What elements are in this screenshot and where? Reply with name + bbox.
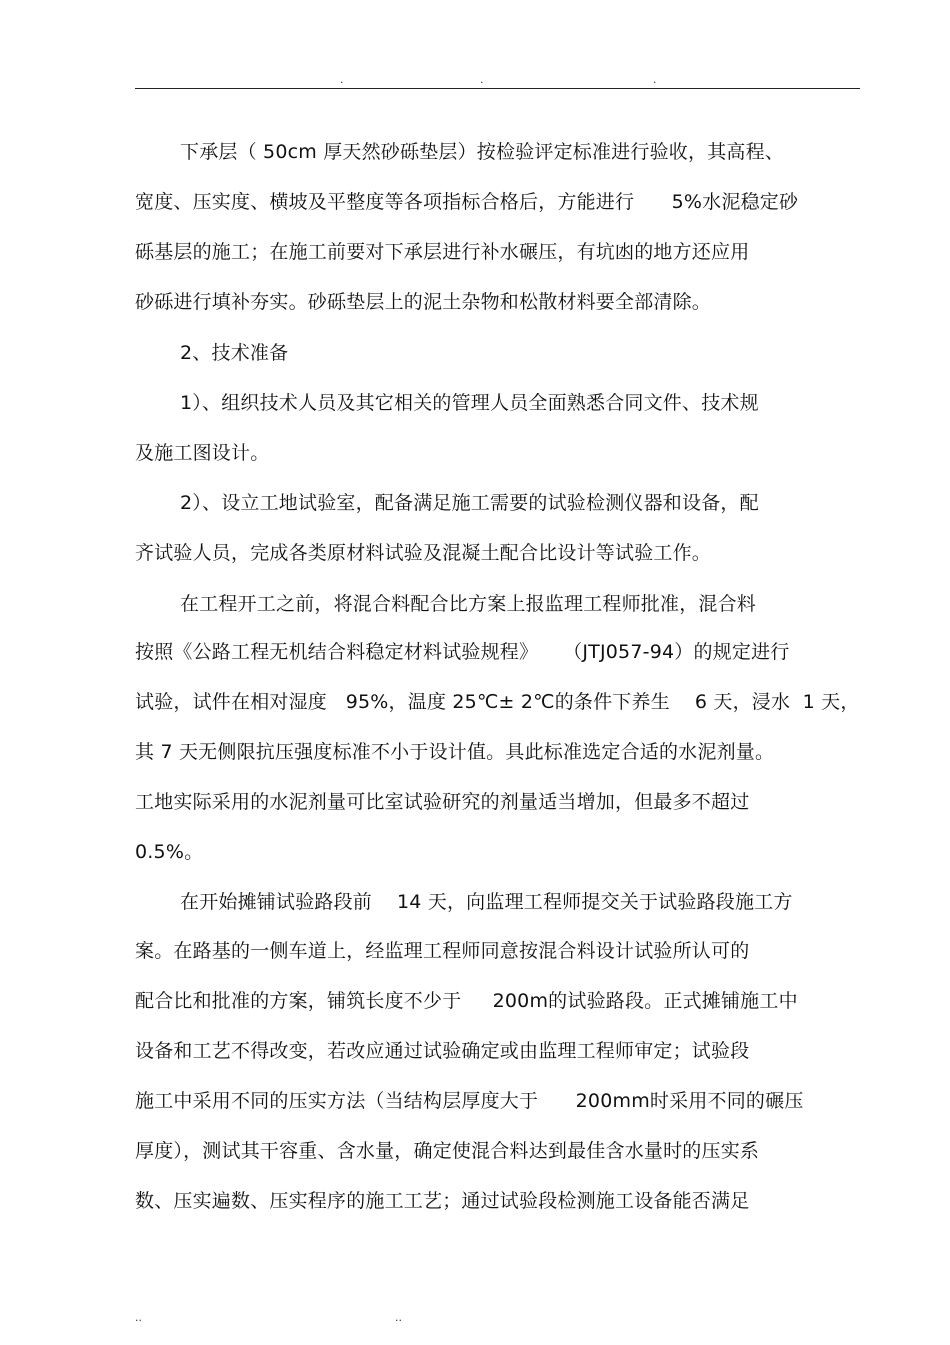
- text-line: 砂砾进行填补夯实。砂砾垫层上的泥土杂物和松散材料要全部清除。: [135, 291, 712, 313]
- text-line: 工地实际采用的水泥剂量可比室试验研究的剂量适当增加，但最多不超过: [135, 791, 750, 813]
- footer-dots-right: ..: [395, 1311, 402, 1324]
- text-line: 宽度、压实度、横坡及平整度等各项指标合格后，方能进行 5%水泥稳定砂: [135, 191, 799, 213]
- text-line: 2）、设立工地试验室，配备满足施工需要的试验检测仪器和设备，配: [180, 492, 759, 514]
- text-line: 施工中采用不同的压实方法（当结构层厚度大于 200mm时采用不同的碾压: [135, 1090, 804, 1112]
- text-line: 及施工图设计。: [135, 442, 270, 464]
- text-line: 齐试验人员，完成各类原材料试验及混凝土配合比设计等试验工作。: [135, 542, 712, 564]
- text-line: 按照《公路工程无机结合料稳定材料试验规程》 （JTJ057-94）的规定进行: [135, 641, 790, 663]
- text-line: 在开始摊铺试验路段前 14 天，向监理工程师提交关于试验路段施工方: [180, 891, 793, 913]
- text-line: 0.5%。: [135, 841, 204, 863]
- text-line: 试验，试件在相对湿度 95%，温度 25℃± 2℃的条件下养生 6 天，浸水 1 天，: [135, 691, 860, 713]
- text-line: 下承层（ 50cm 厚天然砂砾垫层）按检验评定标准进行验收，其高程、: [180, 141, 785, 163]
- text-line: 其 7 天无侧限抗压强度标准不小于设计值。具此标准选定合适的水泥剂量。: [135, 741, 775, 763]
- text-line: 数、压实遍数、压实程序的施工工艺；通过试验段检测施工设备能否满足: [135, 1190, 750, 1212]
- section-heading: 2、技术准备: [180, 342, 289, 364]
- text-line: 设备和工艺不得改变，若改应通过试验确定或由监理工程师审定；试验段: [135, 1040, 750, 1062]
- header-dot: .: [480, 73, 484, 86]
- header-dot: .: [653, 73, 657, 86]
- header-rule: [135, 88, 860, 89]
- text-line: 砾基层的施工；在施工前要对下承层进行补水碾压，有坑凼的地方还应用: [135, 241, 750, 263]
- text-line: 1）、组织技术人员及其它相关的管理人员全面熟悉合同文件、技术规: [180, 392, 759, 414]
- footer-dots-left: ..: [135, 1311, 142, 1324]
- text-line: 配合比和批准的方案，铺筑长度不少于 200m的试验路段。正式摊铺施工中: [135, 990, 798, 1012]
- header-dots: [135, 74, 860, 86]
- header-dot: .: [340, 73, 344, 86]
- text-line: 在工程开工之前，将混合料配合比方案上报监理工程师批准，混合料: [180, 593, 757, 615]
- text-line: 案。在路基的一侧车道上，经监理工程师同意按混合料设计试验所认可的: [135, 940, 750, 962]
- text-line: 厚度），测试其干容重、含水量，确定使混合料达到最佳含水量时的压实系: [135, 1140, 760, 1162]
